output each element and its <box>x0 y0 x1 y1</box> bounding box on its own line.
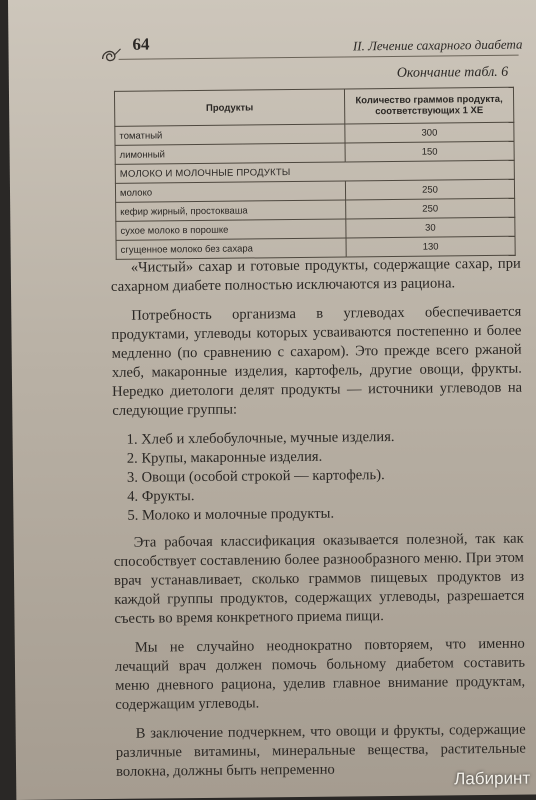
paragraph: Мы не случайно неоднократно повторяем, что именно лечащий врач должен помочь больному диабетом составить меню дневного рациона, уделив главное внимание продуктам, содержащим углеводы. <box>114 635 526 713</box>
list-item: 2. Крупы, макаронные изделия. <box>126 448 323 467</box>
table-caption: Окончание табл. 6 <box>396 64 509 81</box>
grams-cell: 300 <box>345 122 514 143</box>
list-item: 1. Хлеб и хлебобулочные, мучные изделия. <box>126 428 395 448</box>
product-cell: томатный <box>115 124 345 145</box>
carb-units-table <box>114 87 516 260</box>
grams-cell: 150 <box>345 141 514 162</box>
product-cell: лимонный <box>115 143 345 164</box>
section-cell: МОЛОКО И МОЛОЧНЫЕ ПРОДУКТЫ <box>115 160 514 183</box>
carb-groups-list <box>113 427 524 526</box>
list-item: 4. Фрукты. <box>127 488 195 505</box>
body-text <box>111 255 527 792</box>
product-cell: кефир жирный, простокваша <box>116 200 346 221</box>
running-head: II. Лечение сахарного диабета <box>352 36 523 54</box>
book-page <box>8 0 536 800</box>
paragraph: Эта рабочая классификация оказывается полезной, так как способствует составлению более разнообразного меню. При этом врач устанавливает, сколько граммов пищевых продуктов из каждой группы продуктов, содержащих углеводы, разрешается съесть во время конкретного приема пищи. <box>113 530 525 627</box>
grams-cell: 30 <box>346 217 515 238</box>
paragraph: «Чистый» сахар и готовые продукты, содержащие сахар, при сахарном диабете полностью исключаются из рациона. <box>110 255 521 295</box>
col-product-header: Продукты <box>114 89 344 126</box>
product-cell: молоко <box>115 181 345 202</box>
paragraph: В заключение подчеркнем, что овощи и фрукты, содержащие различные витамины, минеральные вещества, растительные волокна, должны быть непременно <box>115 721 526 780</box>
product-cell: сухое молоко в порошке <box>116 219 346 240</box>
page-number: 64 <box>132 34 150 54</box>
watermark: Лабиринт <box>454 768 531 789</box>
grams-cell: 250 <box>346 198 515 219</box>
list-item: 3. Овощи (особой строкой — картофель). <box>126 467 385 486</box>
product-cell: сгущенное молоко без сахара <box>116 238 346 259</box>
table-header-row <box>114 87 513 126</box>
list-item: 5. Молоко и молочные продукты. <box>127 505 335 524</box>
paragraph: Потребность организма в углеводах обеспечивается продуктами, углеводы которых усваиваются постепенно и более медленно (по сравнению с сахаром). Это прежде всего ржаной хлеб, макаронные изделия, картофель, другие овощи, фрукты. Нередко диетологи делят продукты — источники углеводов на следующие группы: <box>111 303 523 419</box>
col-grams-header: Количество граммов продукта, соответствующих 1 ХЕ <box>344 87 513 124</box>
grams-cell: 250 <box>345 179 514 200</box>
grams-cell: 130 <box>346 236 515 257</box>
